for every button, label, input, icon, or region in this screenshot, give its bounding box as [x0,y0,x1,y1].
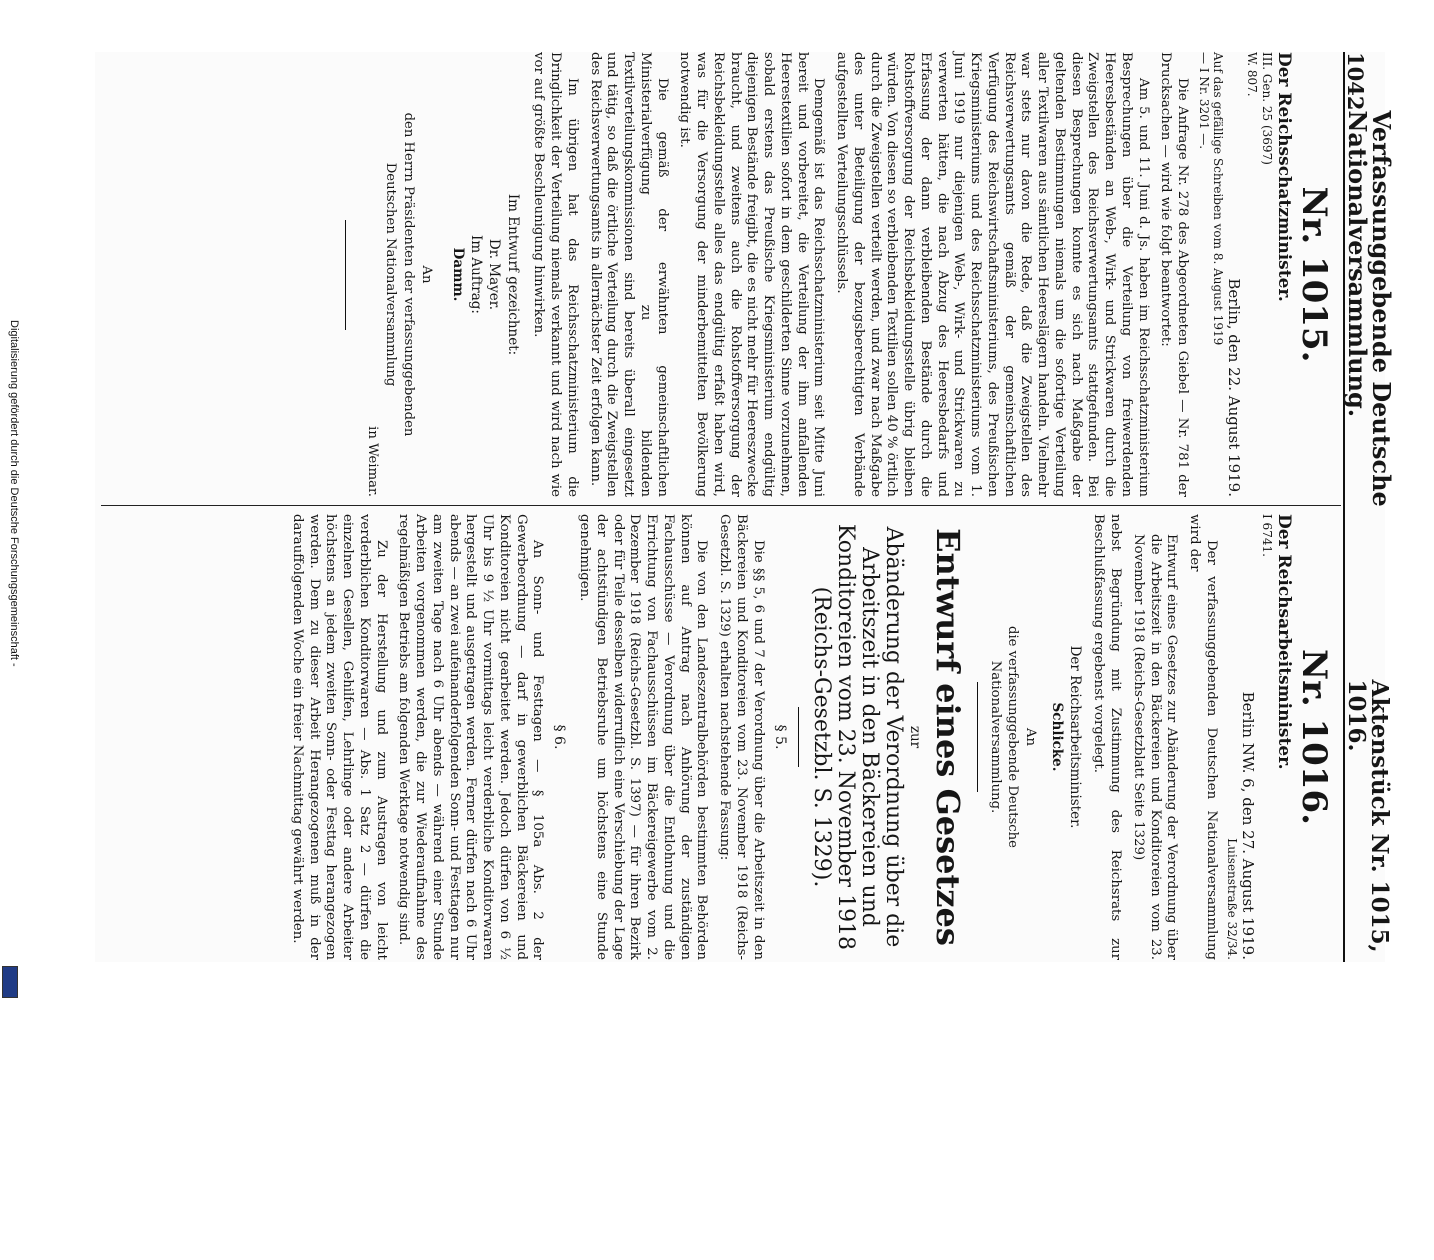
reference-two: W. 807. [1245,52,1260,97]
document-number-right: Nr. 1016. [1294,648,1334,825]
minister-name: Schlicke. [1048,702,1065,772]
paragraph-5: Im übrigen hat das Reichsschatzministerium die Dringlichkeit der Verteilung niemals verkannt und wird nach wie vor auf größte Beschleunigung hinwirken. [531,52,580,497]
separator-rule-right [977,682,978,792]
addressee-block [364,52,435,497]
addressee-right-line-2: die verfassunggebende Deutsche [1005,626,1021,848]
document-page [95,52,1396,962]
separator-rule-short [798,707,799,767]
addressee-block-right [986,514,1039,960]
minister-title: Der Reichsarbeitsminister. [1066,645,1083,829]
reference-one: III. Gen. 25 (3697) [1259,52,1274,165]
street-address: Luisenstraße 32/34. [1225,838,1240,960]
section-5: § 5. [771,724,788,750]
ministry-name-right: Der Reichsarbeitsminister. [1274,514,1295,770]
document-number: Nr. 1015. [1294,186,1334,363]
paragraph-1: Die Anfrage Nr. 278 des Abgeordneten Giebel — Nr. 781 der Drucksachen — wird wie folgt beantwortet: [1158,52,1191,497]
rotated-page-content [95,52,1396,962]
signature-intro: Im Entwurf gezeichnet: [504,193,521,356]
addressee-right-line-3: Nationalversammlung. [987,660,1003,814]
letter-date: Berlin, den 22. August 1919. [1224,278,1243,497]
paragraph-4: Die gemäß der erwähnten gemeinschaftlichen Ministerialverfügung zu bildenden Textilverteilungskommissionen sind bereits überall eingesetzt und tätig, so daß die örtliche Verteilung durch die Zweigstellen des Reichsverwertungsamts in allernächster Zeit erfolgen kann. [587,52,670,497]
section-6: § 6. [551,724,568,750]
two-column-layout [101,52,1341,962]
ministry-name: Der Reichsschatzminister. [1274,52,1295,302]
draft-reference: Entwurf eines Gesetzes zur Abänderung der Verordnung über die Arbeitszeit in den Bäckereien und Konditoreien vom 23. November 1918 (Reichs-Gesetzblatt Seite 1329) [1130,534,1180,960]
page-header [1343,52,1396,962]
addressee-line-2: den Herrn Präsidenten der verfassunggebenden [401,112,417,437]
left-column [101,52,1341,506]
addressee-line-1: An [418,265,434,284]
addressee-line-3: Deutschen Nationalversammlung [383,162,399,387]
right-paragraph-1: Der verfassunggebenden Deutschen Nationalversammlung wird der [1187,514,1219,960]
section-6-extra: Zu der Herstellung und zum Austragen von leicht verderblichen Konditorwaren — Abs. 1 Satz 2 — dürfen die einzelnen Gesellen, Gehilfen, Lehrlinge oder andere Arbeiter höchstens an jedem zweiten Sonn- oder Festtag herangezogen werden. Dem zu dieser Arbeit Herangezogenen muß in der darauffolgenden Woche ein freier Nachmittag gewährt werden. [289,514,389,960]
running-title: Verfassunggebende Deutsche Nationalversammlung. [1343,110,1396,507]
right-column [101,506,1341,960]
signature-damm: Damm. [450,247,467,302]
draft-law-zur: zur [906,725,923,749]
signature-proxy: Im Auftrag: [468,235,485,314]
page-number: 1042 [1343,52,1368,111]
addressee-right-line-1: An [1023,727,1039,747]
draft-law-subtitle: Abänderung der Verordnung über die Arbeitszeit in den Bäckereien und Konditoreien vom 23. November 1918 (Reichs-Gesetzbl. S. 1329). [808,523,907,951]
letter-reference: Auf das gefällige Schreiben vom 8. August 1919 [1210,52,1225,346]
paragraph-2: Am 5. und 11. Juni d. Js. haben im Reichsschatzministerium Besprechungen über die Verteilung von freiwerdenden Heeresbeständen an Web-, Wirk- und Strickwaren durch die Zweigstellen des Reichsverwertungsamts stattgefunden. Bei diesen Besprechungen konnte es sich nach Maßgabe der geltenden Bestimmungen niemals um die sofortige Verteilung aller Textilwaren aus sämtlichen Heereslägern handeln. Vielmehr war stets nur davon die Rede, daß die Zweigstellen des Reichsverwertungsamts gemäß der gemeinschaftlichen Verfügung des Reichswirtschaftsministeriums, des Preußischen Kriegsministeriums und des Reichsschatzministeriums vom 1. Juni 1919 nur diejenigen Web-, Wirk- und Strickwaren zu verwerten hätten, die nach Abzug des Heeresbedarfs und Erfassung der dann verbleibenden Bestände durch die Rohstoffversorgung der Reichsbekleidungsstelle übrig bleiben würden. Von diesen so verbleibenden Textilien sollen 40 % örtlich durch die Zweigstellen verteilt werden, und zwar nach Maßgabe des unter Beteiligung der bezugsberechtigten Verbände aufgestellten Verteilungsschlüssels. [834,52,1151,497]
reference-right: I 6741. [1259,514,1274,557]
addressee-line-4: in Weimar. [365,426,381,497]
letter-date-right: Berlin NW. 6, den 27. August 1919. [1239,691,1258,960]
section-5-body: Die von den Landeszentralbehörden bestimmten Behörden können auf Antrag nach Anhörung der zuständigen Fachausschüsse — Verordnung über die Entlohnung und die Errichtung von Fachausschüssen im Bäckereigewerbe vom 2. Dezember 1918 (Reichs-Gesetzbl. S. 1397) — für ihren Bezirk oder für Teile desselben widerruflich eine Verschiebung der Lage der achtstündigen Betriebsruhe um höchstens eine Stunde genehmigen. [577,514,710,960]
paragraph-3: Demgemäß ist das Reichsschatzministerium seit Mitte Juni bereit und vorbereitet, die Verteilung der ihm anfallenden Heerestextilien sofort in dem geschilderten Sinne vorzunehmen, sobald erstens das Preußische Kriegsministerium endgültig diejenigen Bestände freigibt, die es nicht mehr für Heereszwecke braucht, und zweitens auch die Rohstoffversorgung der Reichsbekleidungsstelle alles das endgültig erfaßt haben wird, was für die Versorgung der minderbemittelten Bevölkerung notwendig ist. [677,52,827,497]
file-numbers: Aktenstück Nr. 1015, 1016. [1343,679,1393,953]
section-5-intro: Die §§ 5, 6 und 7 der Verordnung über die Arbeitszeit in den Bäckereien und Konditoreien vom 23. November 1918 (Reichs-Gesetzbl. S. 1329) erhalten nachstehende Fassung: [717,514,766,960]
dfg-logo-icon [2,966,18,998]
digitization-footer: Digitalisierung gefördert durch die Deutsche Forschungsgemeinschaft - [8,320,20,667]
letter-reference-number: — I Nr. 3201 —. [1196,52,1211,150]
signature-name: Dr. Mayer. [486,238,503,311]
draft-law-title: Entwurf eines Gesetzes [928,528,967,946]
right-paragraph-3: nebst Begründung mit Zustimmung des Reichsrats zur Beschlußfassung ergebenst vorgelegt. [1091,514,1124,960]
closing-rule [345,220,346,330]
section-6-body: An Sonn- und Festtagen — § 105a Abs. 2 der Gewerbeordnung — darf in gewerblichen Bäckereien und Konditoreien nicht gearbeitet werden. Jedoch dürfen von 6 ½ Uhr bis 9 ½ Uhr vormittags leicht verderbliche Konditorwaren hergestellt und ausgetragen werden. Ferner dürfen nach 6 Uhr abends — an zwei aufeinanderfolgenden Sonn- und Festtagen nur am zweiten Tage nach 6 Uhr abends — während einer Stunde Arbeiten vorgenommen werden, die zur Wiederaufnahme des regelmäßigen Betriebs am folgenden Werktage notwendig sind. [396,514,546,960]
